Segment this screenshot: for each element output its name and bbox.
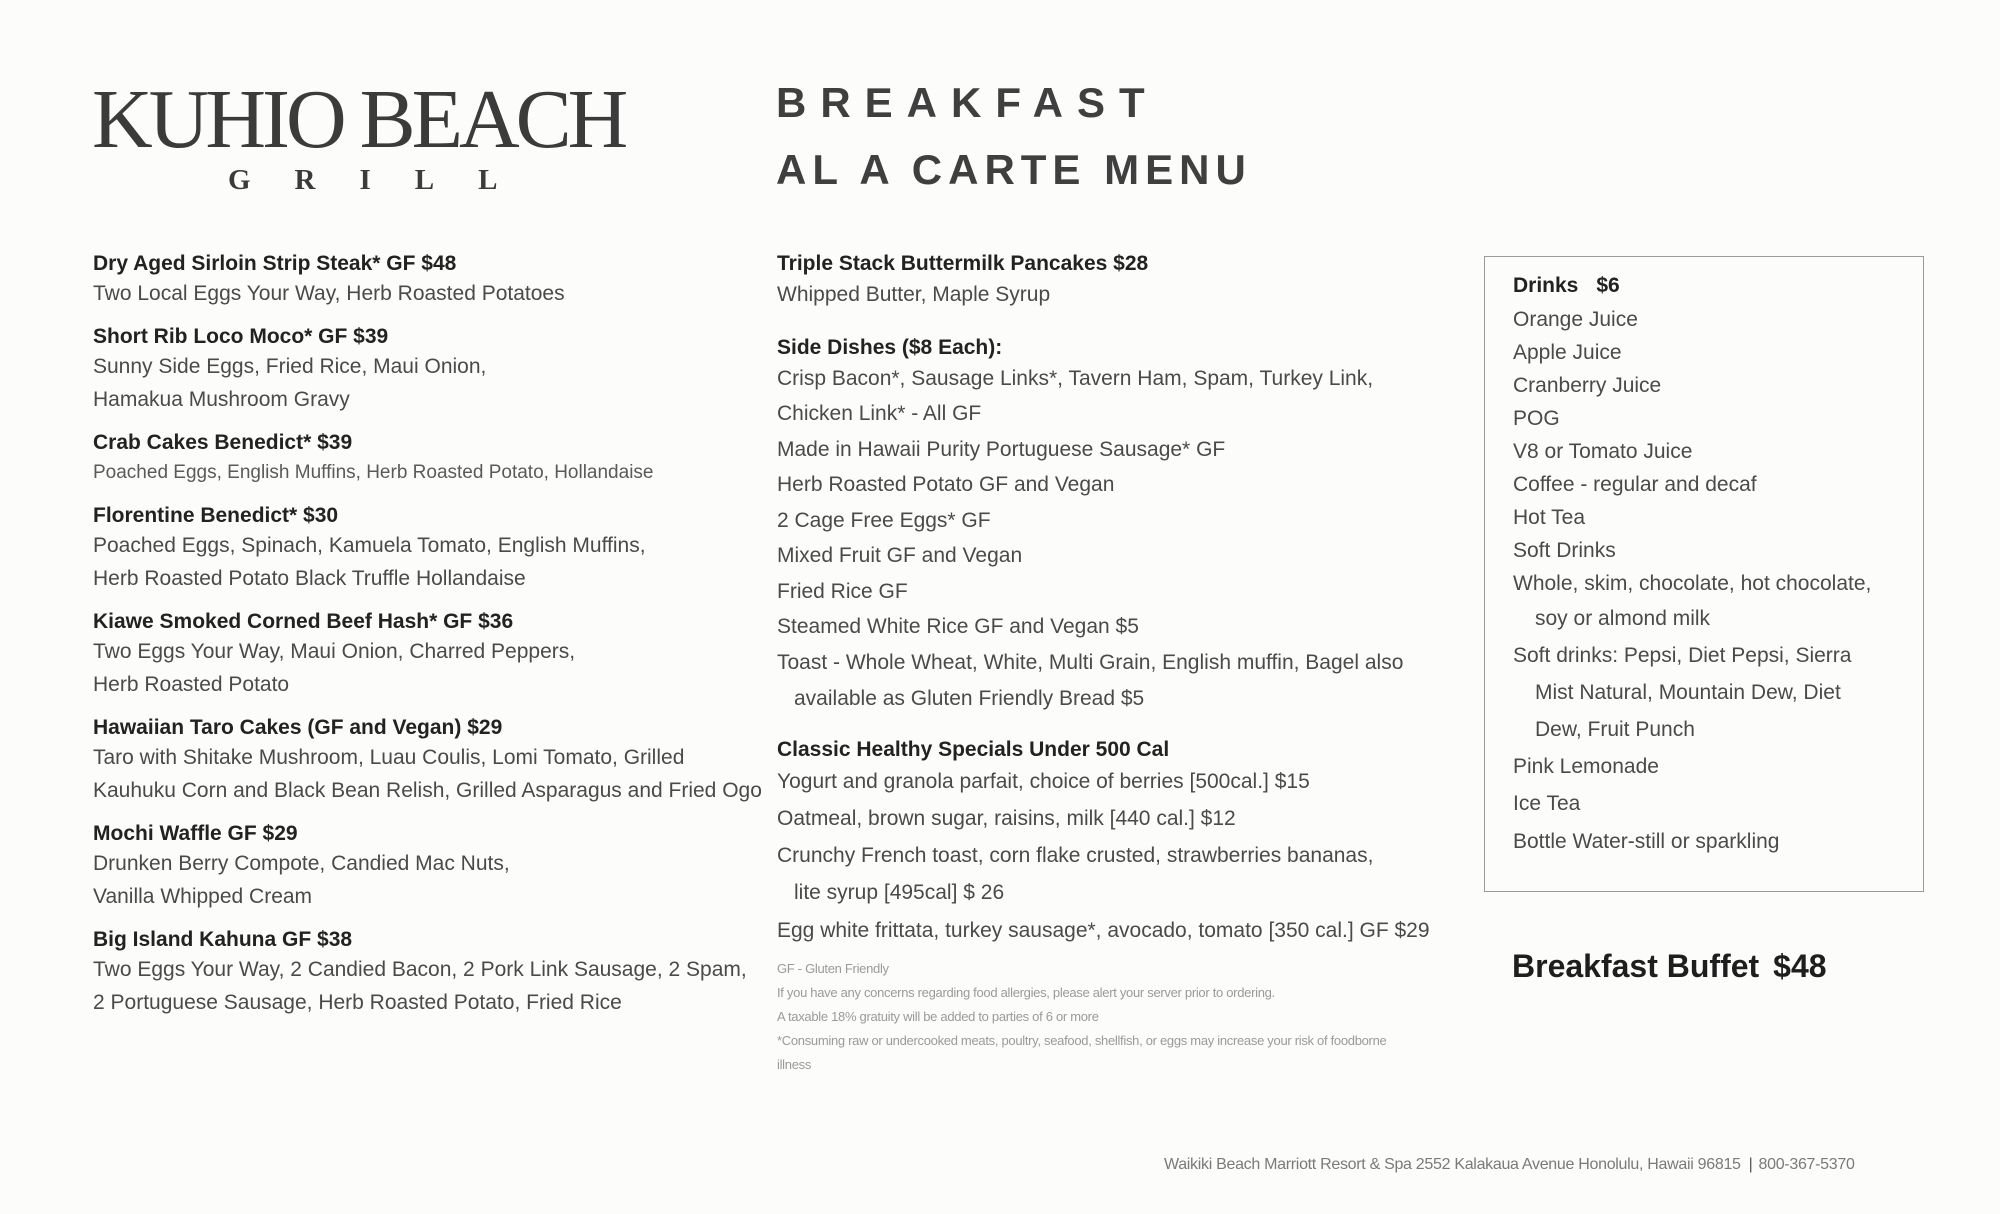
side-dish-line: Fried Rice GF (777, 579, 908, 603)
menu-item-desc: Hamakua Mushroom Gravy (93, 388, 350, 411)
breakfast-buffet (1512, 946, 1827, 986)
menu-item (93, 251, 773, 310)
menu-item-desc: Two Eggs Your Way, 2 Candied Bacon, 2 Pork Link Sausage, 2 Spam, (93, 958, 747, 981)
menu-title-a-la-carte: AL A CARTE MENU (776, 146, 1252, 193)
drink-item: Soft drinks: Pepsi, Diet Pepsi, Sierra (1513, 644, 1852, 667)
menu-item-title: Crab Cakes Benedict* $39 (93, 431, 353, 454)
drinks-heading (1513, 273, 1871, 299)
side-dish-line: 2 Cage Free Eggs* GF (777, 508, 991, 532)
special-line: lite syrup [495cal] $ 26 (794, 881, 1005, 904)
menu-item-desc: Poached Eggs, Spinach, Kamuela Tomato, English Muffins, (93, 534, 646, 557)
drinks-price: $6 (1596, 274, 1620, 297)
drink-item: soy or almond milk (1535, 607, 1711, 630)
menu-item-desc: Herb Roasted Potato Black Truffle Hollandaise (93, 567, 526, 590)
restaurant-logo-name: KUHIO BEACH (92, 73, 625, 166)
drink-item: Mist Natural, Mountain Dew, Diet (1535, 681, 1841, 704)
side-dish-line: Herb Roasted Potato GF and Vegan (777, 473, 1115, 496)
pancakes-desc: Whipped Butter, Maple Syrup (777, 283, 1051, 306)
side-dishes-heading: Side Dishes ($8 Each): (777, 335, 1003, 359)
menu-item-desc: Two Eggs Your Way, Maui Onion, Charred Peppers, (93, 640, 576, 663)
drink-item: Dew, Fruit Punch (1535, 718, 1695, 741)
restaurant-logo-subtitle: GRILL (228, 164, 542, 196)
footer-phone: 800-367-5370 (1758, 1156, 1855, 1173)
menu-item (93, 324, 773, 416)
drink-item: POG (1513, 407, 1560, 430)
side-dish-line: Mixed Fruit GF and Vegan (777, 544, 1023, 567)
fine-print-line: GF - Gluten Friendly (777, 961, 889, 976)
drinks-heading-label: Drinks (1513, 274, 1579, 297)
menu-item (93, 609, 773, 701)
special-line: Yogurt and granola parfait, choice of berries [500cal.] $15 (777, 770, 1310, 793)
menu-item-desc: Vanilla Whipped Cream (93, 885, 313, 908)
menu-item-desc: Herb Roasted Potato (93, 673, 290, 696)
sides-column (777, 251, 1467, 1077)
menu-item (93, 715, 773, 807)
side-dish-line: Toast - Whole Wheat, White, Multi Grain, English muffin, Bagel also (777, 650, 1404, 674)
menu-item (93, 821, 773, 913)
entree-column (93, 251, 773, 1033)
menu-item-title: Florentine Benedict* $30 (93, 504, 339, 527)
fine-print (777, 957, 1467, 1077)
special-line: Crunchy French toast, corn flake crusted, strawberries bananas, (777, 844, 1374, 867)
menu-item (93, 927, 773, 1019)
menu-item-desc: Poached Eggs, English Muffins, Herb Roasted Potato, Hollandaise (93, 462, 654, 483)
fine-print-line: A taxable 18% gratuity will be added to parties of 6 or more (777, 1009, 1099, 1024)
menu-title-breakfast: BREAKFAST (776, 79, 1159, 126)
footer-separator: | (1748, 1156, 1753, 1173)
drink-item: Bottle Water-still or sparkling (1513, 830, 1780, 853)
menu-item-title: Short Rib Loco Moco* GF $39 (93, 325, 389, 348)
buffet-label: Breakfast Buffet (1512, 948, 1760, 984)
menu-item-title: Dry Aged Sirloin Strip Steak* GF $48 (93, 252, 457, 275)
menu-item (93, 503, 773, 595)
side-dish-line: Made in Hawaii Purity Portuguese Sausage* GF (777, 437, 1226, 461)
drink-item: Cranberry Juice (1513, 374, 1662, 397)
menu-item-desc: 2 Portuguese Sausage, Herb Roasted Potato, Fried Rice (93, 991, 622, 1014)
side-dish-line: Chicken Link* - All GF (777, 402, 982, 425)
menu-item-desc: Sunny Side Eggs, Fried Rice, Maui Onion, (93, 355, 487, 378)
menu-item-title: Hawaiian Taro Cakes (GF and Vegan) $29 (93, 716, 503, 739)
footer (1164, 1156, 1855, 1174)
healthy-specials-heading: Classic Healthy Specials Under 500 Cal (777, 738, 1170, 761)
drink-item: Soft Drinks (1513, 539, 1616, 562)
menu-item-title: Big Island Kahuna GF $38 (93, 928, 353, 951)
menu-item-title: Mochi Waffle GF $29 (93, 822, 298, 845)
special-line: Oatmeal, brown sugar, raisins, milk [440 cal.] $12 (777, 807, 1236, 830)
fine-print-line: If you have any concerns regarding food allergies, please alert your server prior to ordering. (777, 985, 1275, 1000)
fine-print-line: *Consuming raw or undercooked meats, poultry, seafood, shellfish, or eggs may increase your risk of foodborne (777, 1033, 1387, 1048)
menu-item-desc: Two Local Eggs Your Way, Herb Roasted Potatoes (93, 282, 565, 305)
drink-item: Coffee - regular and decaf (1513, 473, 1757, 496)
drink-item: Ice Tea (1513, 792, 1581, 815)
menu-item-desc: Taro with Shitake Mushroom, Luau Coulis, Lomi Tomato, Grilled (93, 746, 685, 769)
menu-item-title: Kiawe Smoked Corned Beef Hash* GF $36 (93, 610, 514, 633)
side-dish-line: Steamed White Rice GF and Vegan $5 (777, 615, 1139, 638)
drinks-box (1484, 256, 1924, 892)
footer-address: Waikiki Beach Marriott Resort & Spa 2552 Kalakaua Avenue Honolulu, Hawaii 96815 (1164, 1156, 1741, 1173)
special-line: Egg white frittata, turkey sausage*, avocado, tomato [350 cal.] GF $29 (777, 919, 1430, 942)
drink-item: Hot Tea (1513, 506, 1585, 529)
drink-item: V8 or Tomato Juice (1513, 440, 1693, 463)
drink-item: Orange Juice (1513, 308, 1638, 331)
pancakes-title: Triple Stack Buttermilk Pancakes $28 (777, 252, 1149, 275)
drinks-list (1513, 273, 1871, 861)
side-dish-line: available as Gluten Friendly Bread $5 (794, 687, 1145, 710)
drink-item: Apple Juice (1513, 341, 1622, 364)
menu-item-desc: Drunken Berry Compote, Candied Mac Nuts, (93, 852, 510, 875)
drink-item: Pink Lemonade (1513, 755, 1659, 778)
fine-print-line: illness (777, 1057, 812, 1072)
menu-item-desc: Kauhuku Corn and Black Bean Relish, Grilled Asparagus and Fried Ogo (93, 779, 762, 802)
drink-item: Whole, skim, chocolate, hot chocolate, (1513, 572, 1872, 595)
side-dish-line: Crisp Bacon*, Sausage Links*, Tavern Ham, Spam, Turkey Link, (777, 366, 1374, 390)
menu-item (93, 430, 773, 489)
buffet-price: $48 (1773, 948, 1827, 984)
